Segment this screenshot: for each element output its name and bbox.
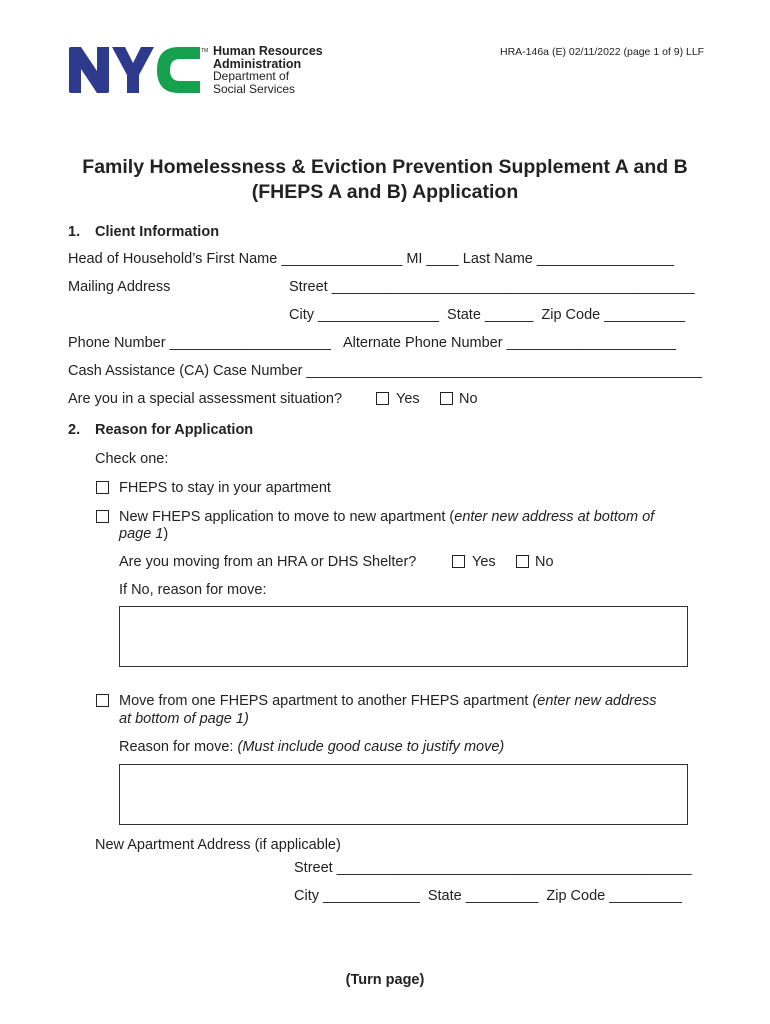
new-street-label: Street bbox=[294, 860, 333, 876]
new-city-label: City bbox=[294, 888, 319, 904]
section-2-number: 2. bbox=[68, 422, 81, 438]
new-state-field[interactable]: _________ bbox=[465, 888, 539, 904]
last-name-field[interactable]: _________________ bbox=[536, 251, 674, 267]
option-transfer-label: Move from one FHEPS apartment to another FHEPS apartment bbox=[119, 693, 529, 709]
new-zip-field[interactable]: _________ bbox=[609, 888, 682, 904]
nyc-logo bbox=[67, 45, 212, 95]
special-assessment-yes-label: Yes bbox=[396, 391, 420, 407]
state-field[interactable]: ______ bbox=[484, 307, 534, 323]
reason-for-move-label: Reason for move: bbox=[119, 739, 234, 755]
section-2-heading: Reason for Application bbox=[95, 422, 254, 438]
option-stay-label: FHEPS to stay in your apartment bbox=[119, 480, 331, 496]
agency-line-2: Administration bbox=[213, 56, 302, 71]
shelter-yes-checkbox[interactable] bbox=[452, 555, 465, 568]
ca-case-label: Cash Assistance (CA) Case Number bbox=[68, 363, 303, 379]
option-new-application-note-line-2: page 1 bbox=[119, 526, 164, 542]
section-1-number: 1. bbox=[68, 224, 81, 240]
form-id: HRA-146a (E) 02/11/2022 (page 1 of 9) LLF bbox=[500, 46, 705, 58]
mi-label: MI bbox=[406, 251, 423, 267]
phone-label: Phone Number bbox=[68, 335, 166, 351]
zip-label: Zip Code bbox=[541, 307, 601, 323]
mi-field[interactable]: ____ bbox=[426, 251, 459, 267]
nyc-logo-graphic bbox=[67, 45, 212, 95]
state-label: State bbox=[447, 307, 481, 323]
section-1-heading: Client Information bbox=[95, 224, 220, 240]
last-name-label: Last Name bbox=[462, 251, 533, 267]
option-transfer-checkbox[interactable] bbox=[96, 694, 109, 707]
first-name-label: Head of Household’s First Name bbox=[68, 251, 278, 267]
new-state-label: State bbox=[427, 888, 462, 904]
form-title-line-2: (FHEPS A and B) Application bbox=[251, 181, 519, 203]
special-assessment-yes-checkbox[interactable] bbox=[376, 392, 389, 405]
option-transfer-note: (enter new address bbox=[532, 693, 657, 709]
shelter-no-label: No bbox=[535, 554, 554, 570]
option-new-application-close: ) bbox=[163, 526, 169, 542]
shelter-question: Are you moving from an HRA or DHS Shelter? bbox=[119, 554, 417, 570]
first-name-field[interactable]: _______________ bbox=[281, 251, 403, 267]
option-new-application-label: New FHEPS application to move to new apartment ( bbox=[119, 509, 455, 525]
if-no-reason-label: If No, reason for move: bbox=[119, 582, 267, 598]
if-no-reason-textbox[interactable] bbox=[119, 606, 688, 667]
special-assessment-question: Are you in a special assessment situation? bbox=[68, 391, 343, 407]
form-title-line-1: Family Homelessness & Eviction Prevention Supplement A and B bbox=[82, 156, 688, 178]
shelter-yes-label: Yes bbox=[472, 554, 496, 570]
reason-for-move-textbox[interactable] bbox=[119, 764, 688, 825]
city-label: City bbox=[289, 307, 314, 323]
agency-line-3: Department of bbox=[213, 69, 290, 83]
agency-name bbox=[213, 45, 323, 95]
street-field[interactable]: _____________________________________________ bbox=[331, 279, 695, 295]
street-label: Street bbox=[289, 279, 328, 295]
special-assessment-no-checkbox[interactable] bbox=[440, 392, 453, 405]
new-street-field[interactable]: ____________________________________________ bbox=[336, 860, 692, 876]
new-zip-label: Zip Code bbox=[546, 888, 606, 904]
option-stay-checkbox[interactable] bbox=[96, 481, 109, 494]
ca-case-field[interactable]: _________________________________________________ bbox=[306, 363, 702, 379]
city-field[interactable]: _______________ bbox=[318, 307, 439, 323]
option-new-application-checkbox[interactable] bbox=[96, 510, 109, 523]
agency-line-4: Social Services bbox=[213, 81, 296, 96]
turn-page-note: (Turn page) bbox=[345, 972, 425, 988]
zip-field[interactable]: __________ bbox=[604, 307, 685, 323]
new-address-label: New Apartment Address (if applicable) bbox=[95, 837, 341, 853]
option-new-application-note: enter new address at bottom of bbox=[454, 509, 655, 525]
shelter-no-checkbox[interactable] bbox=[516, 555, 529, 568]
option-transfer-note-line-2: at bottom of page 1) bbox=[119, 711, 249, 727]
new-city-field[interactable]: ____________ bbox=[323, 888, 420, 904]
phone-field[interactable]: ____________________ bbox=[169, 335, 331, 351]
alt-phone-field[interactable]: _____________________ bbox=[506, 335, 676, 351]
check-one-label: Check one: bbox=[95, 451, 169, 467]
reason-for-move-note: (Must include good cause to justify move) bbox=[237, 739, 505, 755]
alt-phone-label: Alternate Phone Number bbox=[342, 335, 503, 351]
special-assessment-no-label: No bbox=[459, 391, 478, 407]
mailing-address-label: Mailing Address bbox=[68, 279, 171, 295]
agency-line-1: Human Resources bbox=[213, 44, 323, 58]
trademark-mark: TM bbox=[201, 48, 209, 54]
